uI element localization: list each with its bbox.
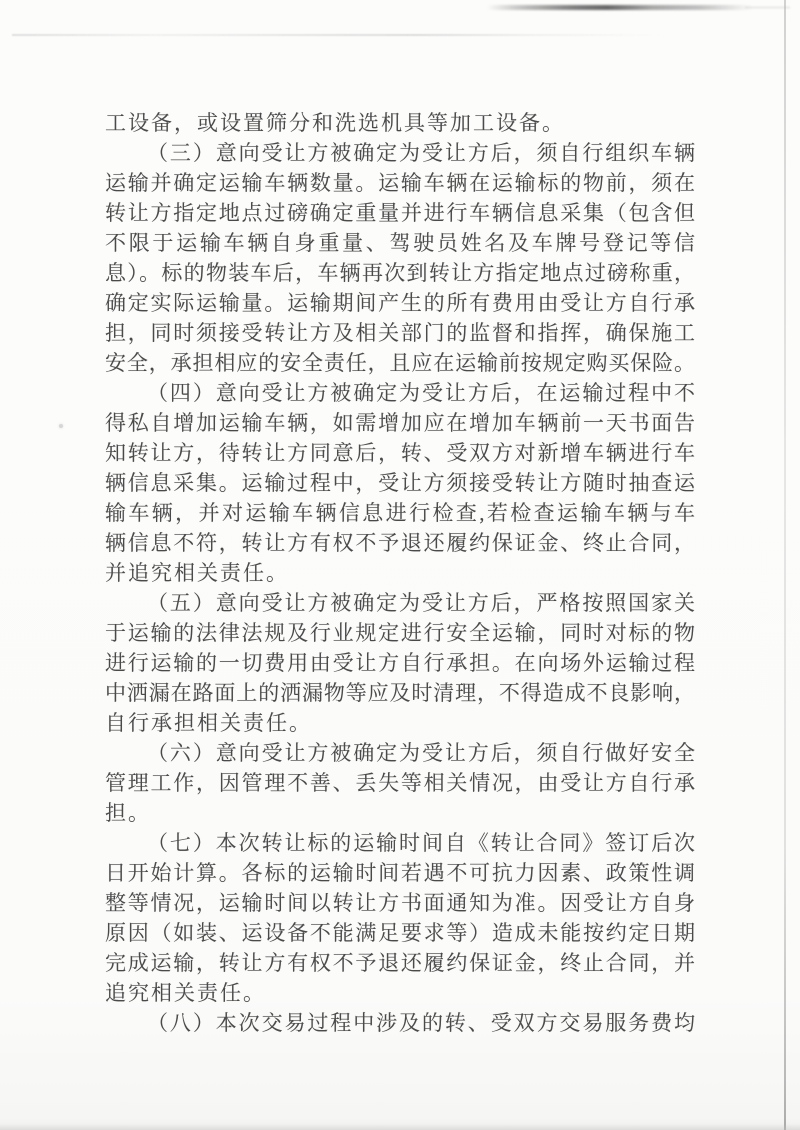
text-line: 转让方指定地点过磅确定重量并进行车辆信息采集（包含但 bbox=[105, 201, 695, 225]
text-line: 整等情况，运输时间以转让方书面通知为准。因受让方自身 bbox=[105, 891, 695, 915]
text-line: 运输并确定运输车辆数量。运输车辆在运输标的物前，须在 bbox=[105, 171, 695, 195]
text-line: （三）意向受让方被确定为受让方后，须自行组织车辆 bbox=[147, 141, 695, 165]
text-line: 中洒漏在路面上的洒漏物等应及时清理，不得造成不良影响， bbox=[105, 681, 695, 705]
text-line: 担。 bbox=[105, 801, 151, 825]
text-line: （八）本次交易过程中涉及的转、受双方交易服务费均 bbox=[147, 1011, 695, 1035]
text-line: 工设备，或设置筛分和洗选机具等加工设备。 bbox=[105, 111, 565, 135]
text-line: 确定实际运输量。运输期间产生的所有费用由受让方自行承 bbox=[105, 291, 695, 315]
text-line: 辆信息采集。运输过程中，受让方须接受转让方随时抽查运 bbox=[105, 471, 695, 495]
text-line: 不限于运输车辆自身重量、驾驶员姓名及车牌号登记等信 bbox=[105, 231, 695, 255]
text-line: 安全，承担相应的安全责任，且应在运输前按规定购买保险。 bbox=[105, 351, 695, 375]
text-line: 自行承担相关责任。 bbox=[105, 711, 312, 735]
text-line: （四）意向受让方被确定为受让方后，在运输过程中不 bbox=[147, 381, 695, 405]
text-line: 进行运输的一切费用由受让方自行承担。在向场外运输过程 bbox=[105, 651, 695, 675]
text-line: 于运输的法律法规及行业规定进行安全运输，同时对标的物 bbox=[105, 621, 695, 645]
text-line: 完成运输，转让方有权不予退还履约保证金，终止合同，并 bbox=[105, 951, 695, 975]
scan-artifact-speck bbox=[59, 424, 63, 428]
text-line: 管理工作，因管理不善、丢失等相关情况，由受让方自行承 bbox=[105, 771, 695, 795]
text-line: 输车辆，并对运输车辆信息进行检查,若检查运输车辆与车 bbox=[105, 501, 695, 525]
text-line: 得私自增加运输车辆，如需增加应在增加车辆前一天书面告 bbox=[105, 411, 695, 435]
text-line: 追究相关责任。 bbox=[105, 981, 266, 1005]
text-line: 辆信息不符，转让方有权不予退还履约保证金、终止合同， bbox=[105, 531, 695, 555]
text-line: 知转让方，待转让方同意后，转、受双方对新增车辆进行车 bbox=[105, 441, 695, 465]
text-line: 息）。标的物装车后，车辆再次到转让方指定地点过磅称重， bbox=[105, 261, 695, 285]
scan-artifact-top-dark-line bbox=[487, 5, 753, 10]
scan-artifact-right-edge-line bbox=[784, 0, 786, 1130]
text-line: 原因（如装、运设备不能满足要求等）造成未能按约定日期 bbox=[105, 921, 695, 945]
text-line: 并追究相关责任。 bbox=[105, 561, 289, 585]
scan-artifact-faint-fold-line bbox=[12, 34, 662, 36]
text-line: （五）意向受让方被确定为受让方后，严格按照国家关 bbox=[147, 591, 695, 615]
text-line: （七）本次转让标的运输时间自《转让合同》签订后次 bbox=[147, 831, 695, 855]
text-line: 日开始计算。各标的运输时间若遇不可抗力因素、政策性调 bbox=[105, 861, 695, 885]
document-text bbox=[105, 108, 695, 1038]
text-line: 担，同时须接受转让方及相关部门的监督和指挥，确保施工 bbox=[105, 321, 695, 345]
scan-artifact-bottom-shade bbox=[0, 1124, 800, 1130]
text-line: （六）意向受让方被确定为受让方后，须自行做好安全 bbox=[147, 741, 695, 765]
